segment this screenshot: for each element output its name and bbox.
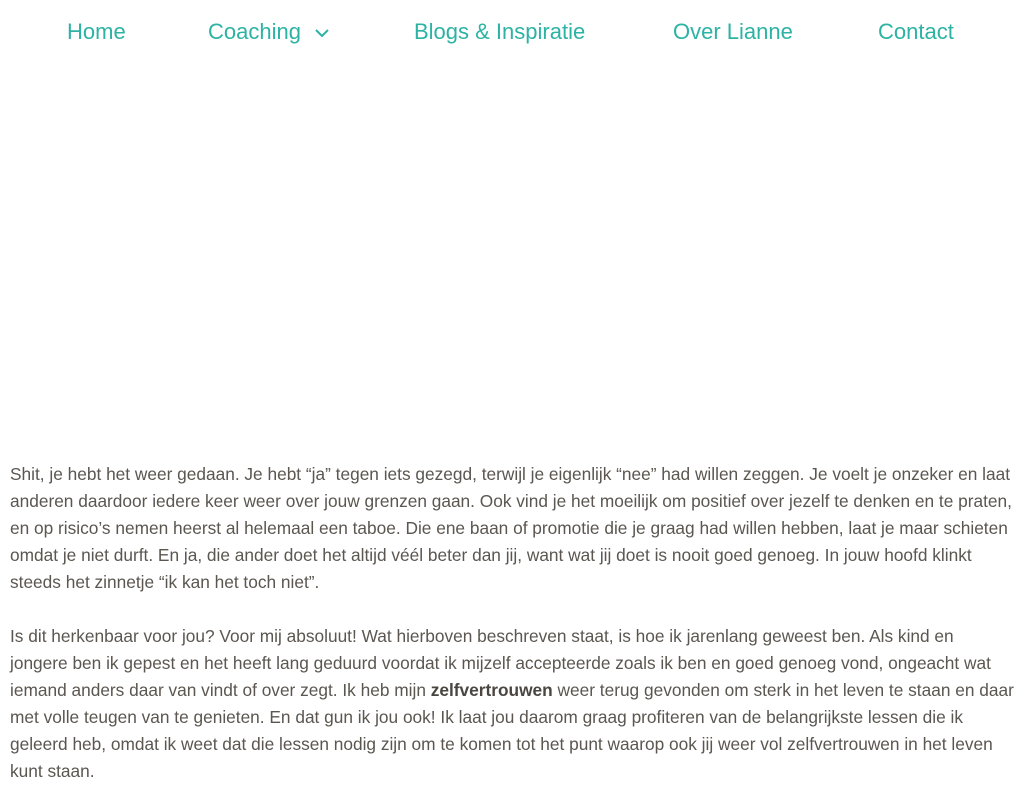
nav-contact-link[interactable]: Contact xyxy=(878,19,954,44)
article-content xyxy=(10,461,1016,812)
nav-blogs-link[interactable]: Blogs & Inspiratie xyxy=(414,19,586,44)
nav-coaching-label: Coaching xyxy=(208,19,301,44)
nav-over-lianne-link[interactable]: Over Lianne xyxy=(673,19,793,44)
nav-coaching-link[interactable] xyxy=(208,17,331,47)
story-text-end: weer terug gevonden om sterk in het leven te staan en daar met volle teugen van te genieten. En dat gun ik jou ook! Ik laat jou daarom graag profiteren van de belangrijkste lessen die ik geleerd heb, omdat ik weet dat die lessen nodig zijn om te komen tot het punt waarop ook jij weer vol zelfvertrouwen in het leven kunt staan. xyxy=(10,680,1014,781)
intro-paragraph: Shit, je hebt het weer gedaan. Je hebt “ja” tegen iets gezegd, terwijl je eigenlijk “nee” had willen zeggen. Je voelt je onzeker en laat anderen daardoor iedere keer weer over jouw grenzen gaan. Ook vind je het moeilijk om positief over jezelf te denken en te praten, en op risico’s nemen heerst al helemaal een taboe. Die ene baan of promotie die je graag had willen hebben, laat je maar schieten omdat je niet durft. En ja, die ander doet het altijd véél beter dan jij, want wat jij doet is nooit goed genoeg. In jouw hoofd klinkt steeds het zinnetje “ik kan het toch niet”. xyxy=(10,464,1012,592)
nav-home-link[interactable]: Home xyxy=(67,19,126,44)
story-text-start: Is dit herkenbaar voor jou? Voor mij absoluut! Wat hierboven beschreven staat, is hoe ik jarenlang geweest ben. Als kind en jongere ben ik gepest en het heeft lang geduurd voordat ik mijzelf accepteerde zoals ik ben en goed genoeg vond, ongeacht wat iemand anders daar van vindt of over zegt. Ik heb mijn xyxy=(10,626,991,700)
story-paragraph xyxy=(10,623,1016,785)
chevron-down-icon xyxy=(313,26,331,40)
zelfvertrouwen-emphasis: zelfvertrouwen xyxy=(430,680,553,700)
main-navigation xyxy=(0,0,1024,64)
